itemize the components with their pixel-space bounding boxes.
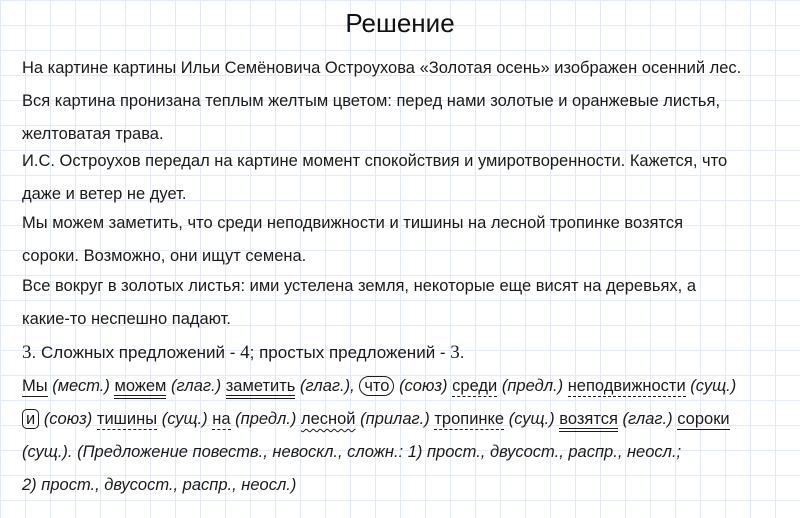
- parsing-line-3: (сущ.). (Предложение повеств., невоскл., сложн.: 1) прост., двусост., распр., неосл.;: [22, 443, 682, 461]
- page-title: Решение: [345, 8, 455, 38]
- predicate-word: можем: [114, 377, 166, 399]
- pos-annotation: (предл.): [235, 410, 297, 428]
- paragraph-3: [22, 207, 792, 273]
- paragraph-2: [22, 145, 792, 211]
- adverbial-word: неподвижности: [567, 377, 686, 395]
- pos-annotation: (сущ.): [508, 410, 555, 428]
- adverbial-word: на: [212, 410, 231, 428]
- pos-annotation: (глаг.): [622, 410, 673, 428]
- predicate-word: возятся: [559, 410, 618, 432]
- count-number: 4: [240, 342, 250, 363]
- text-line: И.С. Остроухов передал на картине момент спокойствия и умиротворенности. Кажется, что: [22, 152, 728, 170]
- text-line: Вся картина пронизана теплым желтым цветом: перед нами золотые и оранжевые листья,: [22, 92, 721, 110]
- paragraph-1: [22, 52, 792, 151]
- adverbial-word: среди: [452, 377, 498, 395]
- parsing-line-1: [22, 370, 792, 403]
- text-line: Все вокруг в золотых листья: ими устелена земля, некоторые еще висят на деревьях, а: [22, 277, 697, 295]
- adverbial-word: тропинке: [434, 410, 505, 428]
- pos-annotation: (союз): [399, 377, 448, 395]
- text-line: желтоватая трава.: [22, 125, 164, 143]
- attribute-word: лесной: [300, 410, 356, 428]
- subject-word: Мы: [22, 377, 48, 395]
- parsing-line-4: 2) прост., двусост., распр., неосл.): [22, 476, 297, 494]
- text-line: Мы можем заметить, что среди неподвижности и тишины на лесной тропинке возятся: [22, 214, 684, 232]
- text-line: какие-то неспешно падают.: [22, 310, 231, 328]
- pos-annotation: (глаг.),: [299, 377, 355, 395]
- count-text: .: [459, 343, 465, 362]
- predicate-word: заметить: [226, 377, 296, 399]
- adverbial-word: тишины: [96, 410, 158, 428]
- text-line: сороки. Возможно, они ищут семена.: [22, 247, 307, 265]
- count-text: ; простых предложений -: [249, 343, 451, 362]
- conjunction-word: что: [359, 376, 394, 396]
- parsing-line-2: [22, 403, 792, 436]
- count-number: 3: [22, 342, 32, 363]
- pos-annotation: (сущ.): [161, 410, 208, 428]
- pos-annotation: (мест.): [52, 377, 110, 395]
- conjunction-word: и: [22, 409, 39, 429]
- sentence-count-line: [22, 336, 792, 369]
- count-number: 3: [450, 342, 460, 363]
- count-text: . Сложных предложений -: [31, 343, 241, 362]
- pos-annotation: (сущ.): [690, 377, 737, 395]
- pos-annotation: (предл.): [501, 377, 564, 395]
- pos-annotation: (союз): [43, 410, 93, 428]
- pos-annotation: (прилаг.): [360, 410, 430, 428]
- paragraph-4: [22, 270, 792, 336]
- parsing-block: [22, 370, 792, 502]
- text-line: На картине картины Ильи Семёновича Остроухова «Золотая осень» изображен осенний лес.: [22, 59, 742, 77]
- subject-word: сороки: [677, 410, 730, 428]
- text-line: даже и ветер не дует.: [22, 185, 187, 203]
- pos-annotation: (глаг.): [170, 377, 222, 395]
